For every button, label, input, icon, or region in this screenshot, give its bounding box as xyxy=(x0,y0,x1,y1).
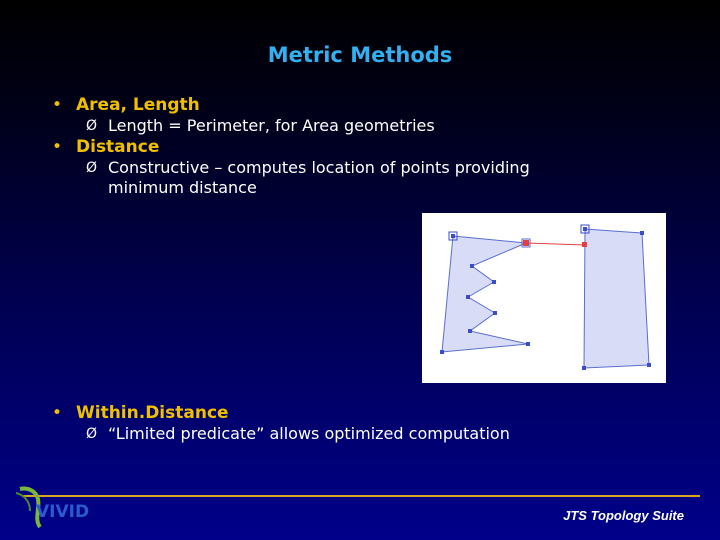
logo-text: VIVID xyxy=(36,502,90,522)
bullet-list-top xyxy=(52,94,672,198)
bullet-label: Area, Length xyxy=(76,95,200,115)
vertex xyxy=(470,264,474,268)
bullet-list-bottom xyxy=(52,402,672,444)
sub-bullet-constructive xyxy=(52,158,578,198)
bullet-area-length xyxy=(52,94,672,116)
footer-title: JTS Topology Suite xyxy=(563,508,684,523)
bullet-dot: • xyxy=(52,95,63,115)
footer-rule xyxy=(22,495,700,497)
vertex xyxy=(582,366,586,370)
vertex xyxy=(647,363,651,367)
slide-title: Metric Methods xyxy=(267,43,453,67)
vertex xyxy=(493,311,497,315)
bullet-dot: • xyxy=(52,137,63,157)
bullet-label: Within.Distance xyxy=(76,403,229,423)
distance-line xyxy=(526,243,585,245)
bullet-distance xyxy=(52,136,672,158)
vertex xyxy=(451,234,455,238)
sub-bullet-limited-predicate xyxy=(52,424,672,444)
bullet-dot: • xyxy=(52,403,63,423)
vertex xyxy=(640,231,644,235)
vertex xyxy=(492,280,496,284)
bullet-label: Distance xyxy=(76,137,160,157)
arrow-bullet-icon: Ø xyxy=(86,160,98,176)
left-polygon xyxy=(442,236,528,352)
vertex xyxy=(526,342,530,346)
arrow-bullet-icon: Ø xyxy=(86,118,98,134)
sub-bullet-text: Length = Perimeter, for Area geometries xyxy=(108,116,435,135)
distance-diagram xyxy=(422,213,666,383)
vertex xyxy=(440,350,444,354)
vertex xyxy=(583,227,587,231)
sub-bullet-length-perimeter xyxy=(52,116,672,136)
sub-bullet-text: Constructive – computes location of points providing minimum distance xyxy=(108,158,530,197)
sub-bullet-text: “Limited predicate” allows optimized computation xyxy=(108,424,510,443)
bullet-within-distance xyxy=(52,402,672,424)
arrow-bullet-icon: Ø xyxy=(86,426,98,442)
vivid-logo-icon xyxy=(14,483,94,531)
nearest-point-left xyxy=(523,240,529,246)
nearest-point-right xyxy=(582,242,587,247)
vivid-logo xyxy=(14,483,94,531)
logo-swoosh-2 xyxy=(16,493,30,511)
vertex xyxy=(466,295,470,299)
distance-diagram-svg xyxy=(422,213,666,383)
vertex xyxy=(468,329,472,333)
right-polygon xyxy=(584,229,649,368)
